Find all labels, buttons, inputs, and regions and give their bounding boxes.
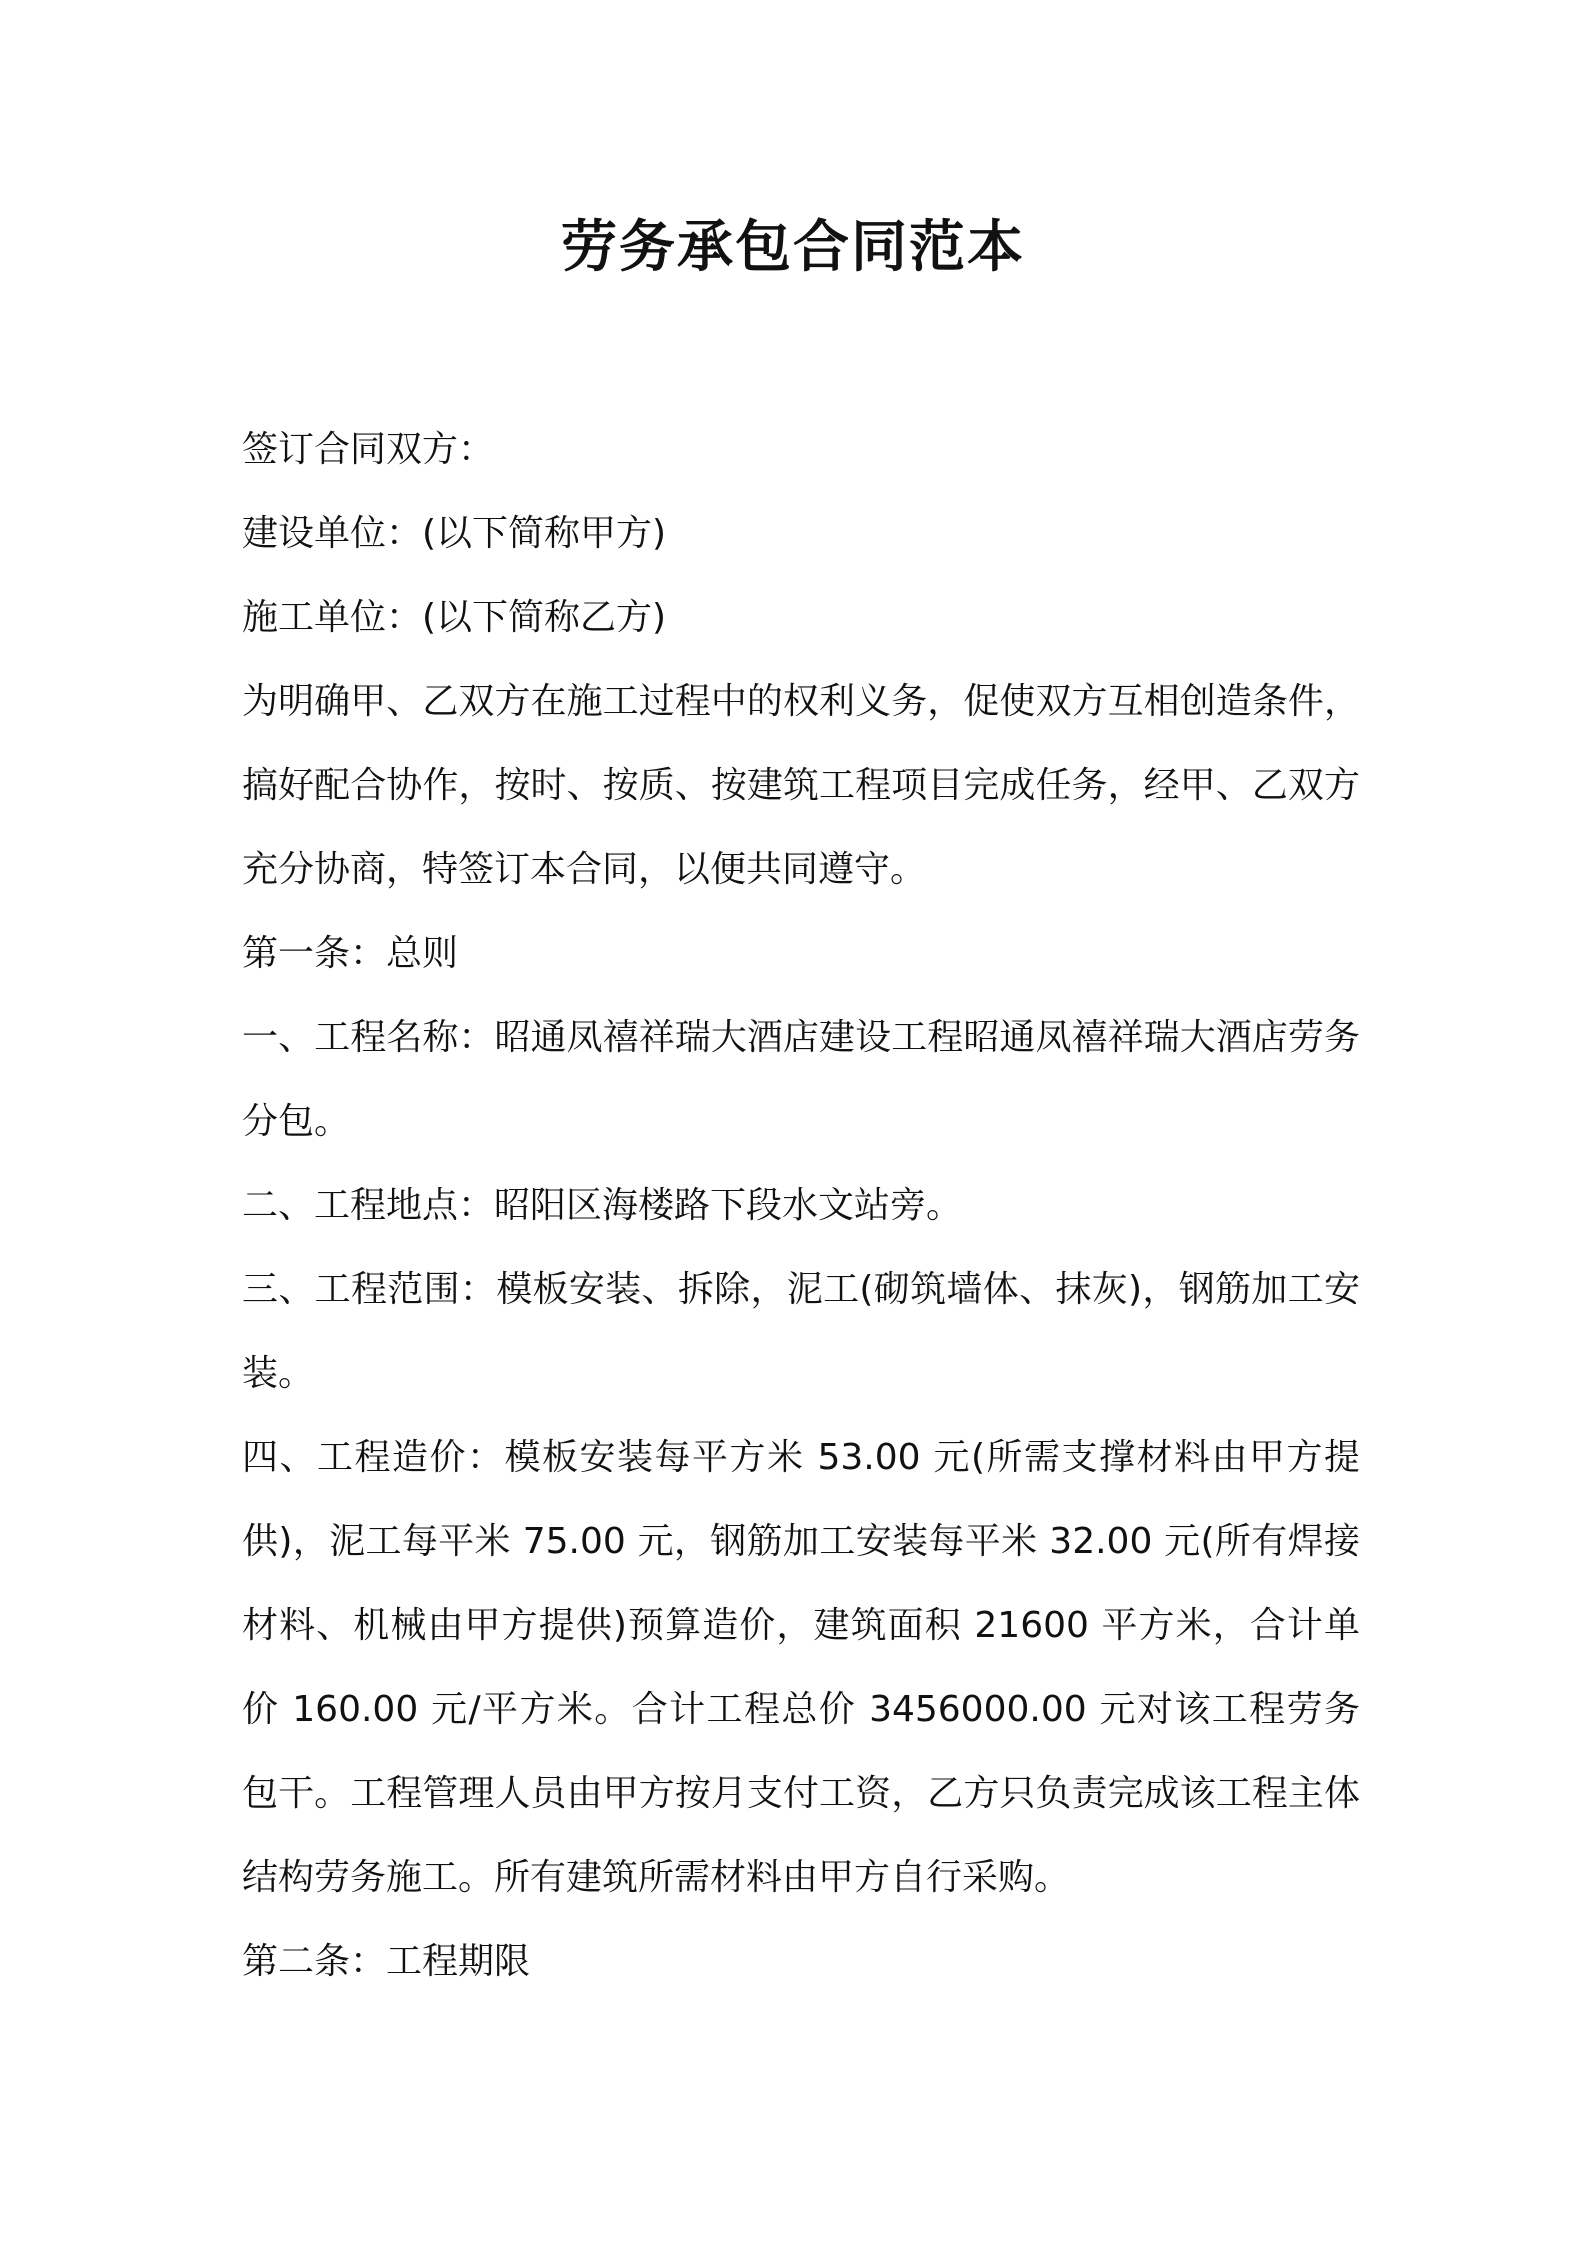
paragraph-parties-heading: 签订合同双方： <box>242 429 495 470</box>
paragraph-project-scope: 三、工程范围：模板安装、拆除，泥工(砌筑墙体、抹灰)，钢筋加工安装。 <box>242 1269 1360 1394</box>
paragraph-project-location: 二、工程地点：昭阳区海楼路下段水文站旁。 <box>242 1185 963 1226</box>
document-body <box>242 408 1360 2004</box>
paragraph-party-a: 建设单位：(以下简称甲方) <box>242 513 667 554</box>
paragraph-preamble: 为明确甲、乙双方在施工过程中的权利义务，促使双方互相创造条件，搞好配合协作，按时、按质、按建筑工程项目完成任务，经甲、乙双方充分协商，特签订本合同，以便共同遵守。 <box>242 681 1360 890</box>
article-1-heading: 第一条：总则 <box>242 933 459 974</box>
paragraph-project-cost: 四、工程造价：模板安装每平方米 53.00 元(所需支撑材料由甲方提供)，泥工每平米 75.00 元，钢筋加工安装每平米 32.00 元(所有焊接材料、机械由甲方提供)预算造价，建筑面积 21600 平方米，合计单价 160.00 元/平方米。合计工程总价 3456000.00 元对该工程劳务包干。工程管理人员由甲方按月支付工资，乙方只负责完成该工程主体结构劳务施工。所有建筑所需材料由甲方自行采购。 <box>242 1437 1360 1898</box>
document-title: 劳务承包合同范本 <box>561 215 1025 280</box>
paragraph-party-b: 施工单位：(以下简称乙方) <box>242 597 667 638</box>
article-2-heading: 第二条：工程期限 <box>242 1941 531 1982</box>
paragraph-project-name: 一、工程名称：昭通凤禧祥瑞大酒店建设工程昭通凤禧祥瑞大酒店劳务分包。 <box>242 1017 1360 1142</box>
